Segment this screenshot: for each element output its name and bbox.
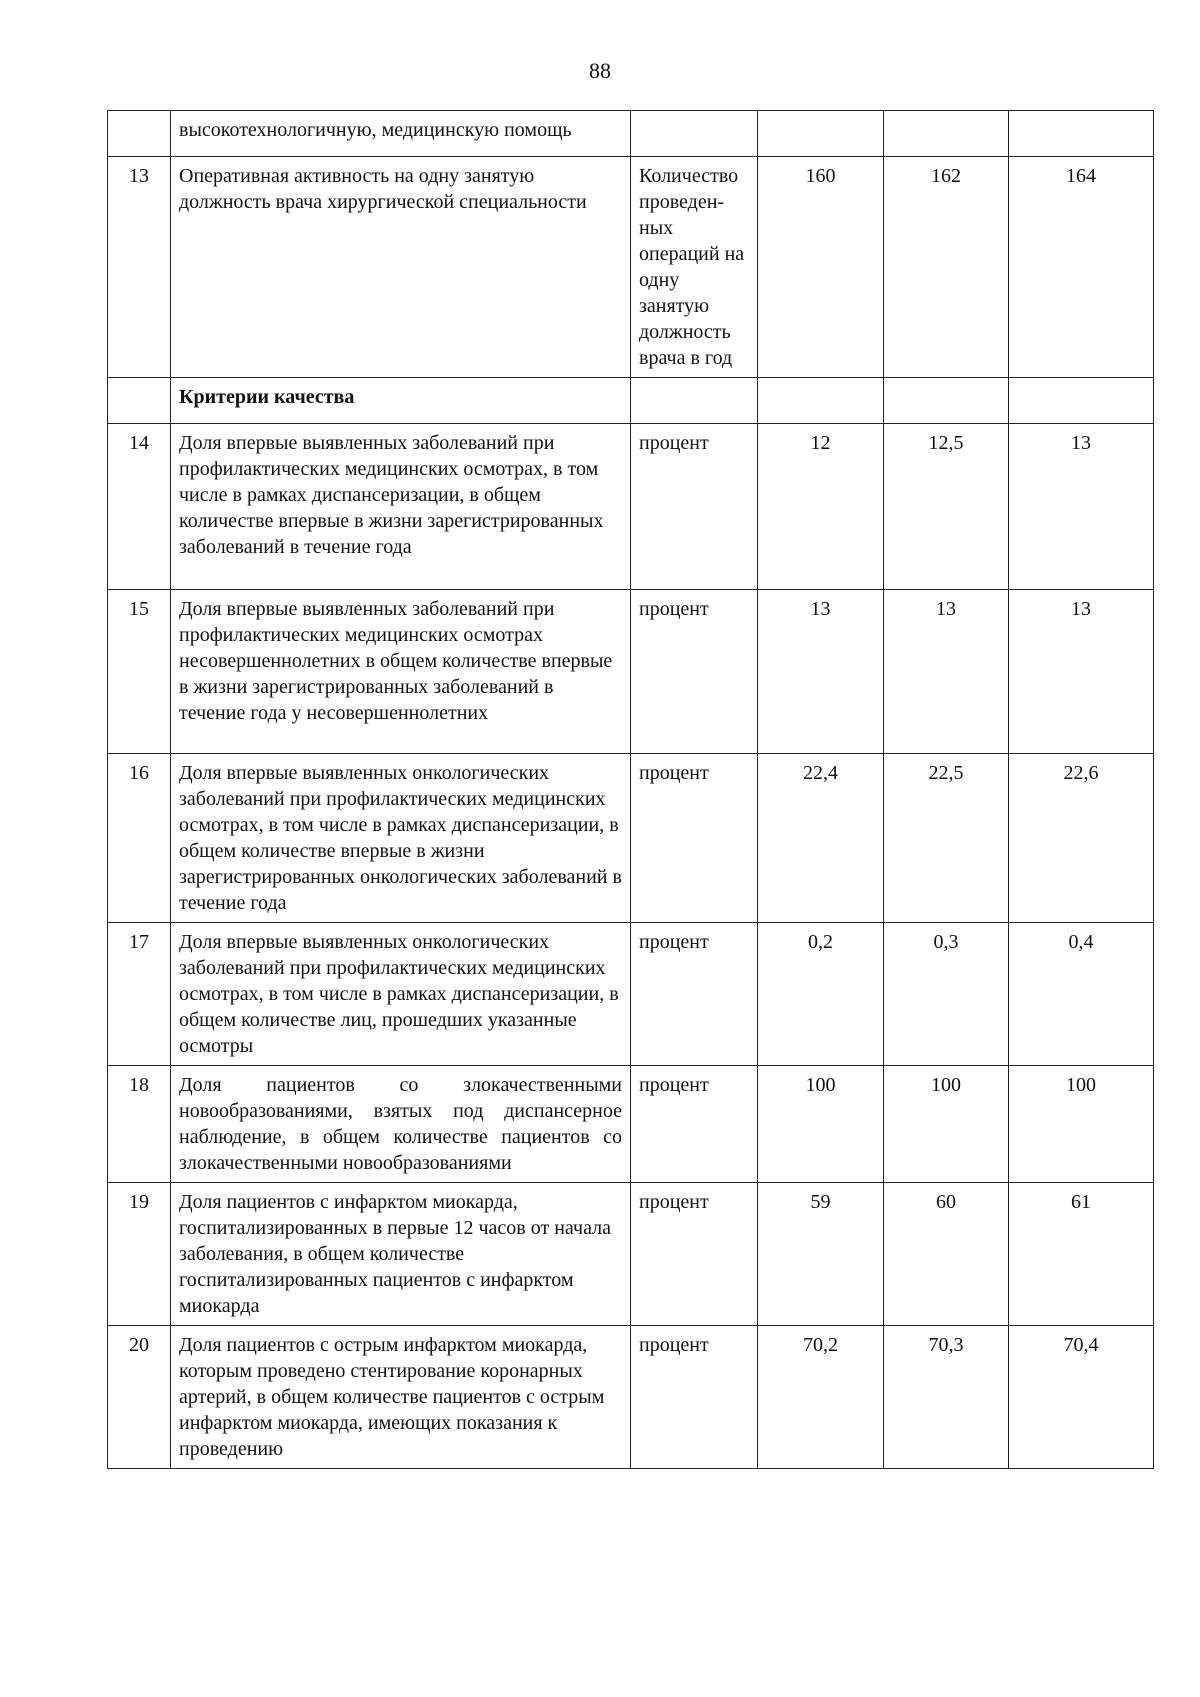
table-row — [108, 590, 1154, 754]
value-cell: 0,3 — [884, 923, 1009, 1066]
value-cell: 100 — [758, 1066, 884, 1183]
row-number-cell: 19 — [108, 1183, 171, 1326]
value-cell: 12,5 — [884, 424, 1009, 590]
indicator-cell: Доля впервые выявленных заболеваний при профилактических медицинских осмотрах, в том числе в рамках диспансеризации, в общем количестве впервые в жизни зарегистрированных заболеваний в течение года — [171, 424, 631, 590]
row-number-cell: 17 — [108, 923, 171, 1066]
table-row — [108, 424, 1154, 590]
row-number-cell: 14 — [108, 424, 171, 590]
value-cell — [1009, 378, 1154, 424]
indicator-cell: Доля впервые выявленных онкологических заболеваний при профилактических медицинских осмотрах, в том числе в рамках диспансеризации, в общем количестве лиц, прошедших указанные осмотры — [171, 923, 631, 1066]
indicator-cell: Доля пациентов с инфарктом миокарда, госпитализированных в первые 12 часов от начала заболевания, в общем количестве госпитализированных пациентов с инфарктом миокарда — [171, 1183, 631, 1326]
unit-cell: процент — [631, 590, 758, 754]
value-cell: 100 — [1009, 1066, 1154, 1183]
value-cell: 59 — [758, 1183, 884, 1326]
unit-cell: Количество проведен- ных операций на одну занятую должность врача в год — [631, 157, 758, 378]
unit-cell: процент — [631, 424, 758, 590]
indicator-cell: Доля впервые выявленных заболеваний при профилактических медицинских осмотрах несовершеннолетних в общем количестве впервые в жизни зарегистрированных заболеваний в течение года у несовершеннолетних — [171, 590, 631, 754]
row-number-cell: 13 — [108, 157, 171, 378]
indicators-table — [107, 110, 1154, 1469]
value-cell: 70,3 — [884, 1326, 1009, 1469]
unit-cell — [631, 378, 758, 424]
section-title: Критерии качества — [171, 378, 631, 424]
indicator-cell: высокотехнологичную, медицинскую помощь — [171, 111, 631, 157]
indicator-cell: Доля пациентов со злокачественными новообразованиями, взятых под диспансерное наблюдение, в общем количестве пациентов со злокачественными новообразованиями — [171, 1066, 631, 1183]
row-number-cell: 15 — [108, 590, 171, 754]
unit-cell: процент — [631, 1326, 758, 1469]
table-row — [108, 1183, 1154, 1326]
indicator-cell: Доля пациентов с острым инфарктом миокарда, которым проведено стентирование коронарных артерий, в общем количестве пациентов с острым инфарктом миокарда, имеющих показания к проведению — [171, 1326, 631, 1469]
row-number-cell: 16 — [108, 754, 171, 923]
value-cell: 162 — [884, 157, 1009, 378]
value-cell: 70,2 — [758, 1326, 884, 1469]
value-cell — [884, 378, 1009, 424]
indicator-cell: Оперативная активность на одну занятую должность врача хирургической специальности — [171, 157, 631, 378]
section-header-row — [108, 378, 1154, 424]
value-cell: 13 — [758, 590, 884, 754]
unit-cell: процент — [631, 923, 758, 1066]
table-row — [108, 754, 1154, 923]
indicator-cell: Доля впервые выявленных онкологических заболеваний при профилактических медицинских осмотрах, в том числе в рамках диспансеризации, в общем количестве впервые в жизни зарегистрированных онкологических заболеваний в течение года — [171, 754, 631, 923]
value-cell: 70,4 — [1009, 1326, 1154, 1469]
value-cell: 13 — [884, 590, 1009, 754]
continuation-row — [108, 111, 1154, 157]
value-cell: 164 — [1009, 157, 1154, 378]
row-number-cell — [108, 378, 171, 424]
value-cell: 13 — [1009, 424, 1154, 590]
value-cell — [884, 111, 1009, 157]
table-row — [108, 157, 1154, 378]
value-cell: 12 — [758, 424, 884, 590]
unit-cell: процент — [631, 1066, 758, 1183]
value-cell — [1009, 111, 1154, 157]
unit-cell: процент — [631, 1183, 758, 1326]
row-number-cell: 18 — [108, 1066, 171, 1183]
unit-cell — [631, 111, 758, 157]
page-number: 88 — [589, 58, 611, 83]
value-cell — [758, 111, 884, 157]
value-cell: 22,6 — [1009, 754, 1154, 923]
table-row — [108, 923, 1154, 1066]
value-cell: 60 — [884, 1183, 1009, 1326]
table-row — [108, 1326, 1154, 1469]
row-number-cell — [108, 111, 171, 157]
unit-cell: процент — [631, 754, 758, 923]
value-cell: 0,4 — [1009, 923, 1154, 1066]
value-cell: 61 — [1009, 1183, 1154, 1326]
table-row — [108, 1066, 1154, 1183]
value-cell: 160 — [758, 157, 884, 378]
value-cell: 22,5 — [884, 754, 1009, 923]
value-cell: 22,4 — [758, 754, 884, 923]
value-cell: 0,2 — [758, 923, 884, 1066]
value-cell: 100 — [884, 1066, 1009, 1183]
value-cell — [758, 378, 884, 424]
value-cell: 13 — [1009, 590, 1154, 754]
row-number-cell: 20 — [108, 1326, 171, 1469]
